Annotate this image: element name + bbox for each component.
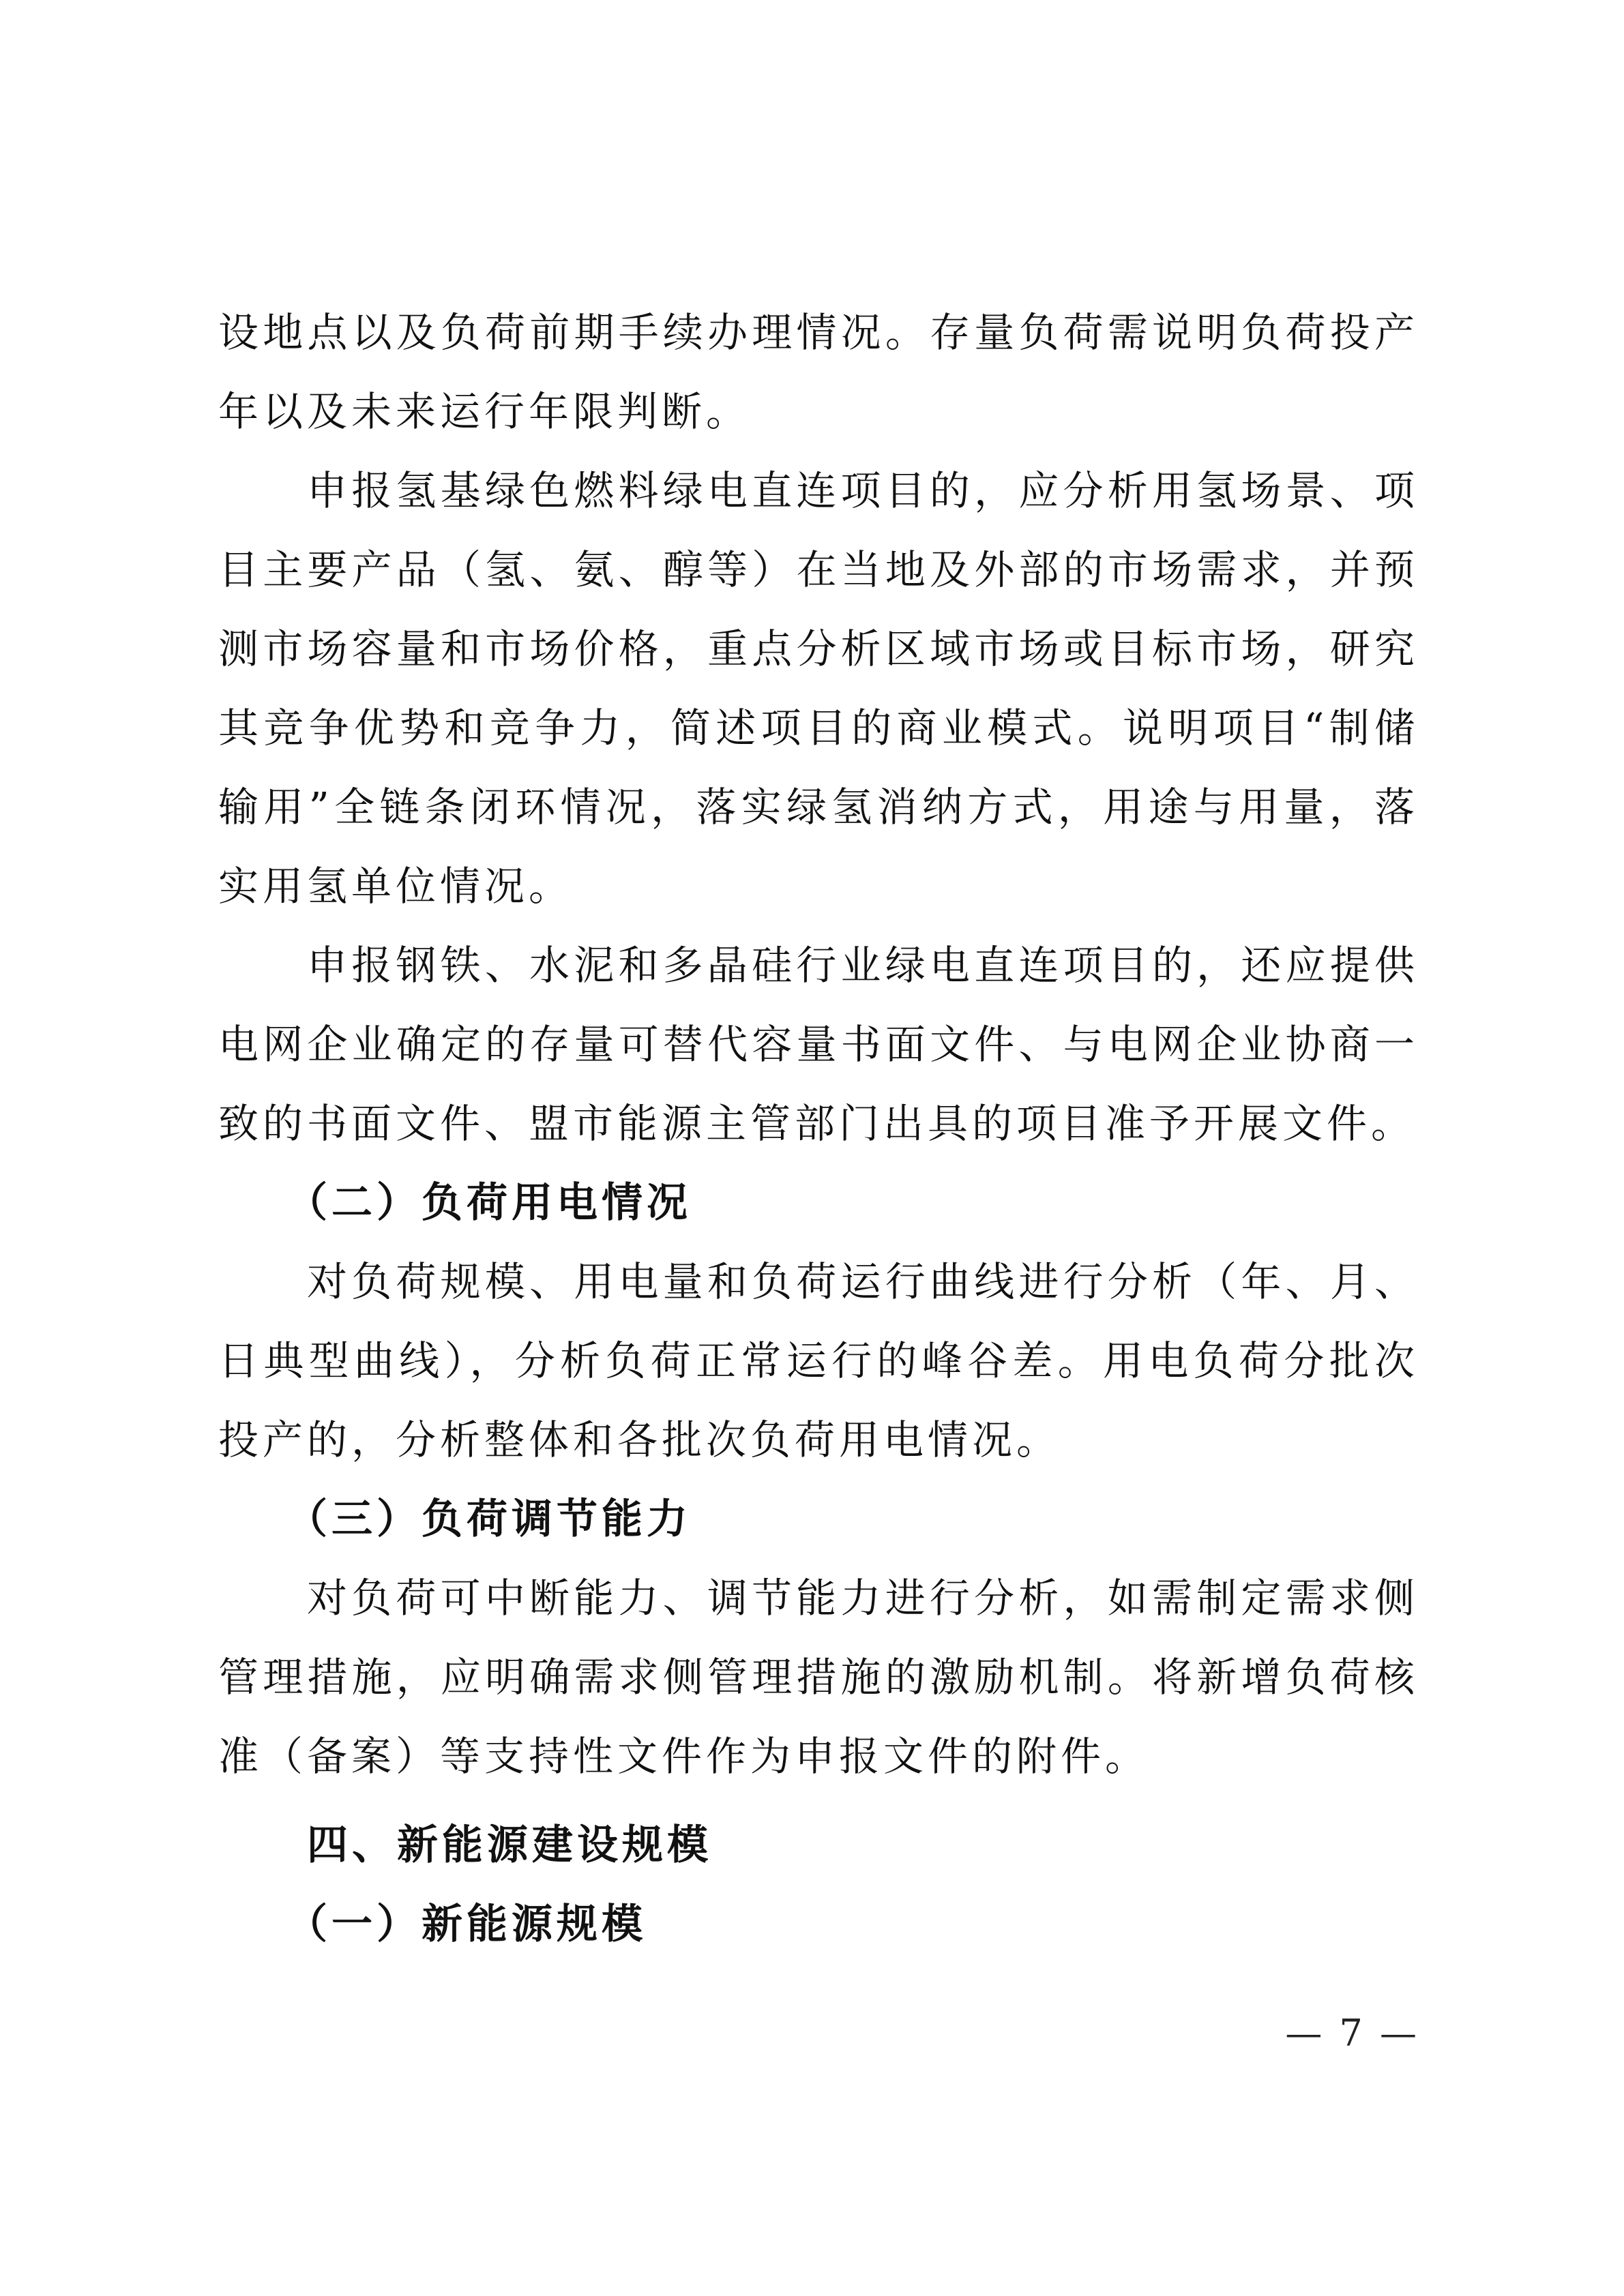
heading-new-energy-scale: 四、新能源建设规模 <box>307 1821 712 1869</box>
document-body <box>218 293 1419 1964</box>
paragraph-load-analysis: 对负荷规模、用电量和负荷运行曲线进行分析（年、月、日典型曲线），分析负荷正常运行的峰谷差。用电负荷分批次投产的，分析整体和各批次负荷用电情况。 <box>218 1258 1419 1463</box>
page-number: — 7 — <box>1285 2012 1419 2055</box>
paragraph-steel-cement-silicon: 申报钢铁、水泥和多晶硅行业绿电直连项目的，还应提供电网企业确定的存量可替代容量书面文件、与电网企业协商一致的书面文件、盟市能源主管部门出具的项目准予开展文件。 <box>218 942 1419 1147</box>
heading-load-regulation: （三）负荷调节能力 <box>286 1495 692 1543</box>
paragraph-hydrogen-projects: 申报氢基绿色燃料绿电直连项目的，应分析用氢场景、项目主要产品（氢、氨、醇等）在当地及外部的市场需求，并预测市场容量和市场价格，重点分析区域市场或目标市场，研究其竞争优势和竞争力，简述项目的商业模式。说明项目“制储输用”全链条闭环情况，落实绿氢消纳方式，用途与用量，落实用氢单位情况。 <box>218 467 1419 910</box>
heading-new-energy-size: （一）新能源规模 <box>286 1900 647 1948</box>
heading-load-electricity: （二）负荷用电情况 <box>286 1179 692 1227</box>
paragraph-continuation: 设地点以及负荷前期手续办理情况。存量负荷需说明负荷投产年以及未来运行年限判断。 <box>218 309 1419 435</box>
paragraph-regulation-analysis: 对负荷可中断能力、调节能力进行分析，如需制定需求侧管理措施，应明确需求侧管理措施的激励机制。将新增负荷核准（备案）等支持性文件作为申报文件的附件。 <box>218 1575 1419 1780</box>
